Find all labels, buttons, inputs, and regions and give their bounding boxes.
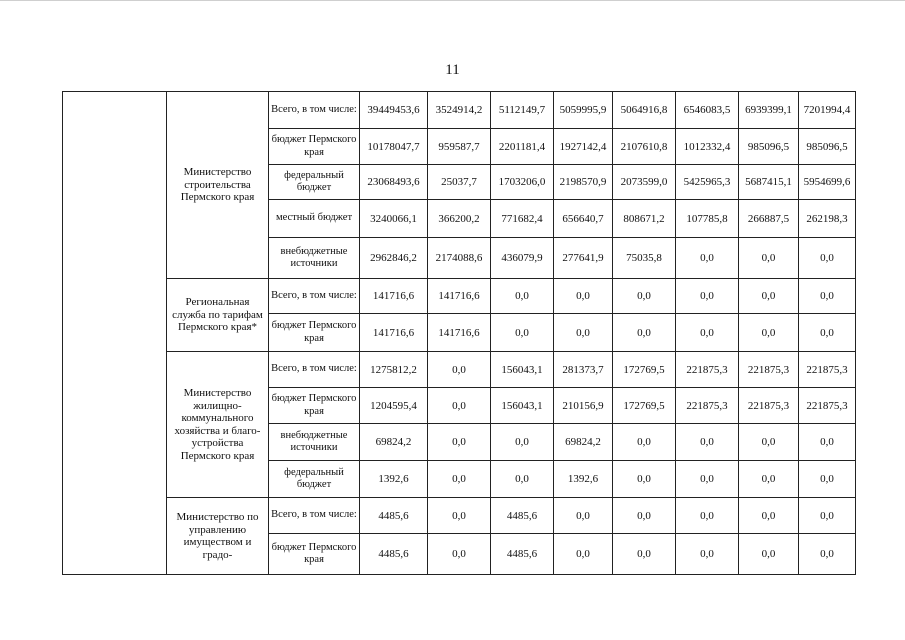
value-cell: 0,0 bbox=[613, 314, 676, 352]
value-cell: 0,0 bbox=[739, 534, 799, 575]
funding-source-cell: местный бюджет bbox=[269, 200, 360, 238]
funding-source-cell: бюджет Пермского края bbox=[269, 314, 360, 352]
value-cell: 1275812,2 bbox=[360, 352, 428, 388]
funding-source-cell: Всего, в том числе: bbox=[269, 92, 360, 129]
value-cell: 0,0 bbox=[613, 279, 676, 314]
value-cell: 0,0 bbox=[799, 498, 856, 534]
value-cell: 0,0 bbox=[739, 498, 799, 534]
value-cell: 0,0 bbox=[799, 424, 856, 461]
agency-cell: Министерство строительства Пермского края bbox=[167, 92, 269, 279]
value-cell: 5954699,6 bbox=[799, 165, 856, 200]
value-cell: 6939399,1 bbox=[739, 92, 799, 129]
value-cell: 3524914,2 bbox=[428, 92, 491, 129]
value-cell: 221875,3 bbox=[799, 388, 856, 424]
value-cell: 3240066,1 bbox=[360, 200, 428, 238]
value-cell: 2198570,9 bbox=[554, 165, 613, 200]
value-cell: 0,0 bbox=[428, 388, 491, 424]
funding-source-cell: Всего, в том числе: bbox=[269, 498, 360, 534]
value-cell: 4485,6 bbox=[491, 534, 554, 575]
funding-source-cell: бюджет Пермского края bbox=[269, 388, 360, 424]
value-cell: 156043,1 bbox=[491, 388, 554, 424]
value-cell: 0,0 bbox=[739, 314, 799, 352]
agency-cell: Министерство жилищно-коммунального хозяйства и благо-устройства Пермского края bbox=[167, 352, 269, 498]
value-cell: 0,0 bbox=[428, 352, 491, 388]
value-cell: 0,0 bbox=[676, 279, 739, 314]
funding-source-cell: бюджет Пермского края bbox=[269, 534, 360, 575]
value-cell: 985096,5 bbox=[799, 129, 856, 165]
value-cell: 0,0 bbox=[428, 461, 491, 498]
value-cell: 5064916,8 bbox=[613, 92, 676, 129]
value-cell: 0,0 bbox=[739, 461, 799, 498]
value-cell: 7201994,4 bbox=[799, 92, 856, 129]
value-cell: 656640,7 bbox=[554, 200, 613, 238]
value-cell: 366200,2 bbox=[428, 200, 491, 238]
value-cell: 23068493,6 bbox=[360, 165, 428, 200]
value-cell: 985096,5 bbox=[739, 129, 799, 165]
value-cell: 262198,3 bbox=[799, 200, 856, 238]
table-row bbox=[63, 92, 856, 129]
value-cell: 0,0 bbox=[739, 238, 799, 279]
value-cell: 39449453,6 bbox=[360, 92, 428, 129]
value-cell: 0,0 bbox=[554, 534, 613, 575]
funding-source-cell: федеральный бюджет bbox=[269, 165, 360, 200]
agency-cell: Региональная служба по тарифам Пермского края* bbox=[167, 279, 269, 352]
agency-cell: Министерство по управлению имуществом и градо- bbox=[167, 498, 269, 575]
value-cell: 0,0 bbox=[613, 424, 676, 461]
value-cell: 0,0 bbox=[676, 461, 739, 498]
value-cell: 141716,6 bbox=[428, 279, 491, 314]
page-top-edge bbox=[0, 0, 905, 1]
value-cell: 172769,5 bbox=[613, 352, 676, 388]
value-cell: 0,0 bbox=[676, 314, 739, 352]
value-cell: 2073599,0 bbox=[613, 165, 676, 200]
value-cell: 69824,2 bbox=[554, 424, 613, 461]
value-cell: 959587,7 bbox=[428, 129, 491, 165]
value-cell: 0,0 bbox=[799, 461, 856, 498]
value-cell: 0,0 bbox=[676, 424, 739, 461]
table-row bbox=[63, 279, 856, 314]
funding-source-cell: Всего, в том числе: bbox=[269, 352, 360, 388]
value-cell: 10178047,7 bbox=[360, 129, 428, 165]
value-cell: 4485,6 bbox=[360, 534, 428, 575]
funding-source-cell: внебюджетные источники bbox=[269, 424, 360, 461]
value-cell: 0,0 bbox=[491, 279, 554, 314]
value-cell: 0,0 bbox=[428, 424, 491, 461]
value-cell: 0,0 bbox=[554, 498, 613, 534]
value-cell: 0,0 bbox=[739, 424, 799, 461]
value-cell: 221875,3 bbox=[676, 388, 739, 424]
value-cell: 1927142,4 bbox=[554, 129, 613, 165]
value-cell: 4485,6 bbox=[491, 498, 554, 534]
value-cell: 1204595,4 bbox=[360, 388, 428, 424]
value-cell: 107785,8 bbox=[676, 200, 739, 238]
empty-column-cell bbox=[63, 92, 167, 575]
value-cell: 771682,4 bbox=[491, 200, 554, 238]
value-cell: 281373,7 bbox=[554, 352, 613, 388]
funding-source-cell: Всего, в том числе: bbox=[269, 279, 360, 314]
value-cell: 0,0 bbox=[799, 534, 856, 575]
value-cell: 0,0 bbox=[491, 314, 554, 352]
value-cell: 436079,9 bbox=[491, 238, 554, 279]
value-cell: 5687415,1 bbox=[739, 165, 799, 200]
value-cell: 0,0 bbox=[676, 498, 739, 534]
value-cell: 808671,2 bbox=[613, 200, 676, 238]
value-cell: 141716,6 bbox=[360, 279, 428, 314]
value-cell: 0,0 bbox=[428, 498, 491, 534]
value-cell: 210156,9 bbox=[554, 388, 613, 424]
value-cell: 0,0 bbox=[799, 238, 856, 279]
value-cell: 0,0 bbox=[613, 534, 676, 575]
value-cell: 6546083,5 bbox=[676, 92, 739, 129]
value-cell: 0,0 bbox=[739, 279, 799, 314]
value-cell: 0,0 bbox=[676, 534, 739, 575]
value-cell: 1703206,0 bbox=[491, 165, 554, 200]
value-cell: 5059995,9 bbox=[554, 92, 613, 129]
table-row bbox=[63, 352, 856, 388]
value-cell: 0,0 bbox=[799, 314, 856, 352]
funding-table bbox=[62, 91, 856, 575]
value-cell: 5112149,7 bbox=[491, 92, 554, 129]
value-cell: 277641,9 bbox=[554, 238, 613, 279]
value-cell: 156043,1 bbox=[491, 352, 554, 388]
value-cell: 221875,3 bbox=[799, 352, 856, 388]
value-cell: 0,0 bbox=[554, 314, 613, 352]
value-cell: 221875,3 bbox=[739, 352, 799, 388]
value-cell: 1392,6 bbox=[554, 461, 613, 498]
value-cell: 141716,6 bbox=[428, 314, 491, 352]
value-cell: 2962846,2 bbox=[360, 238, 428, 279]
value-cell: 75035,8 bbox=[613, 238, 676, 279]
value-cell: 2107610,8 bbox=[613, 129, 676, 165]
value-cell: 4485,6 bbox=[360, 498, 428, 534]
value-cell: 2201181,4 bbox=[491, 129, 554, 165]
value-cell: 1392,6 bbox=[360, 461, 428, 498]
value-cell: 69824,2 bbox=[360, 424, 428, 461]
value-cell: 221875,3 bbox=[676, 352, 739, 388]
value-cell: 0,0 bbox=[676, 238, 739, 279]
value-cell: 221875,3 bbox=[739, 388, 799, 424]
funding-source-cell: федеральный бюджет bbox=[269, 461, 360, 498]
funding-source-cell: внебюджетные источники bbox=[269, 238, 360, 279]
value-cell: 0,0 bbox=[613, 461, 676, 498]
value-cell: 141716,6 bbox=[360, 314, 428, 352]
value-cell: 0,0 bbox=[613, 498, 676, 534]
value-cell: 5425965,3 bbox=[676, 165, 739, 200]
value-cell: 0,0 bbox=[799, 279, 856, 314]
value-cell: 172769,5 bbox=[613, 388, 676, 424]
value-cell: 266887,5 bbox=[739, 200, 799, 238]
page-number: 11 bbox=[445, 62, 460, 78]
value-cell: 0,0 bbox=[491, 461, 554, 498]
value-cell: 1012332,4 bbox=[676, 129, 739, 165]
value-cell: 0,0 bbox=[428, 534, 491, 575]
value-cell: 2174088,6 bbox=[428, 238, 491, 279]
value-cell: 25037,7 bbox=[428, 165, 491, 200]
value-cell: 0,0 bbox=[554, 279, 613, 314]
table-row bbox=[63, 498, 856, 534]
funding-source-cell: бюджет Пермского края bbox=[269, 129, 360, 165]
value-cell: 0,0 bbox=[491, 424, 554, 461]
